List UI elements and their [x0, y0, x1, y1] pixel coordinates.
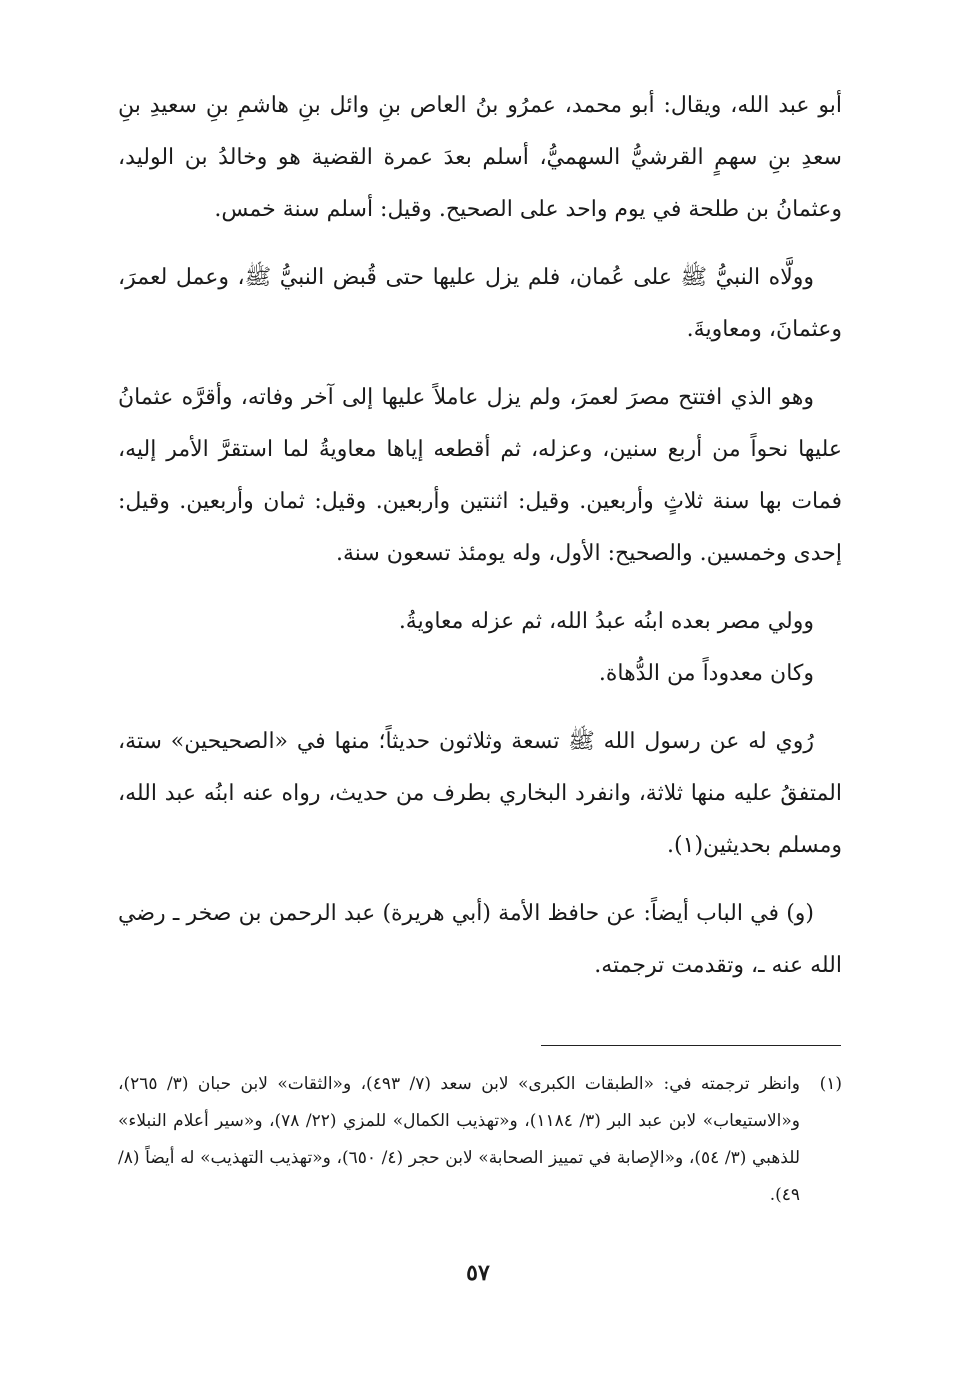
- paragraph-5: وكان معدوداً من الدُّهاة.: [598, 661, 814, 686]
- paragraph-1: أبو عبد الله، ويقال: أبو محمد، عمرُو بنُ العاص بنِ وائل بنِ هاشمِ بنِ سعيدِ بنِ سعدِ بنِ سهمٍ القرشيُّ السهميُّ، أسلم بعدَ عمرة القضية هو وخالدُ بن الوليد، وعثمانُ بن طلحة في يوم واحد على الصحيح. وقيل: أسلم سنة خمس.: [118, 93, 842, 222]
- paragraph-7: (و) في الباب أيضاً: عن حافظ الأمة (أبي هريرة) عبد الرحمن بن صخر ـ رضي الله عنه ـ، وتقدمت ترجمته.: [118, 901, 842, 978]
- main-text: [118, 80, 842, 1008]
- footnote-number: (١): [819, 1074, 842, 1094]
- paragraph-3: وهو الذي افتتح مصرَ لعمرَ، ولم يزل عاملاً عليها إلى آخر وفاته، وأقرَّه عثمانُ عليها نحواً من أربع سنين، وعزله، ثم أقطعه إياها معاويةُ لما استقرَّ الأمر إليه، فمات بها سنة ثلاثٍ وأربعين. وقيل: اثنتين وأربعين. وقيل: ثمان وأربعين. وقيل: إحدى وخمسين. والصحيح: الأول، وله يومئذ تسعون سنة.: [118, 385, 842, 566]
- footnote-separator: [541, 1045, 841, 1046]
- footnote-1: [118, 1066, 842, 1214]
- paragraph-2: وولَّاه النبيُّ ﷺ على عُمان، فلم يزل عليها حتى قُبض النبيُّ ﷺ، وعمل لعمرَ، وعثمانَ، ومعاويةَ.: [118, 265, 842, 342]
- footnote-text: وانظر ترجمته في: «الطبقات الكبرى» لابن سعد (٧/ ٤٩٣)، و«الثقات» لابن حبان (٣/ ٢٦٥)، و«الاستيعاب» لابن عبد البر (٣/ ١١٨٤)، و«تهذيب الكمال» للمزي (٢٢/ ٧٨)، و«سير أعلام النبلاء» للذهبي (٣/ ٥٤)، و«الإصابة في تمييز الصحابة» لابن حجر (٤/ ٦٥٠)، و«تهذيب التهذيب» له أيضاً (٨/ ٤٩).: [118, 1074, 801, 1205]
- footnotes: [118, 1066, 842, 1214]
- paragraph-4: وولي مصر بعده ابنُه عبدُ الله، ثم عزله معاويةُ.: [398, 609, 814, 634]
- paragraph-6: رُوي له عن رسول الله ﷺ تسعة وثلاثون حديثاً؛ منها في «الصحيحين» ستة، المتفقُ عليه منها ثلاثة، وانفرد البخاري بطرف من حديث، رواه عنه ابنُه عبد الله، ومسلم بحديثين(١).: [118, 729, 842, 858]
- page-number: ٥٧: [466, 1260, 490, 1286]
